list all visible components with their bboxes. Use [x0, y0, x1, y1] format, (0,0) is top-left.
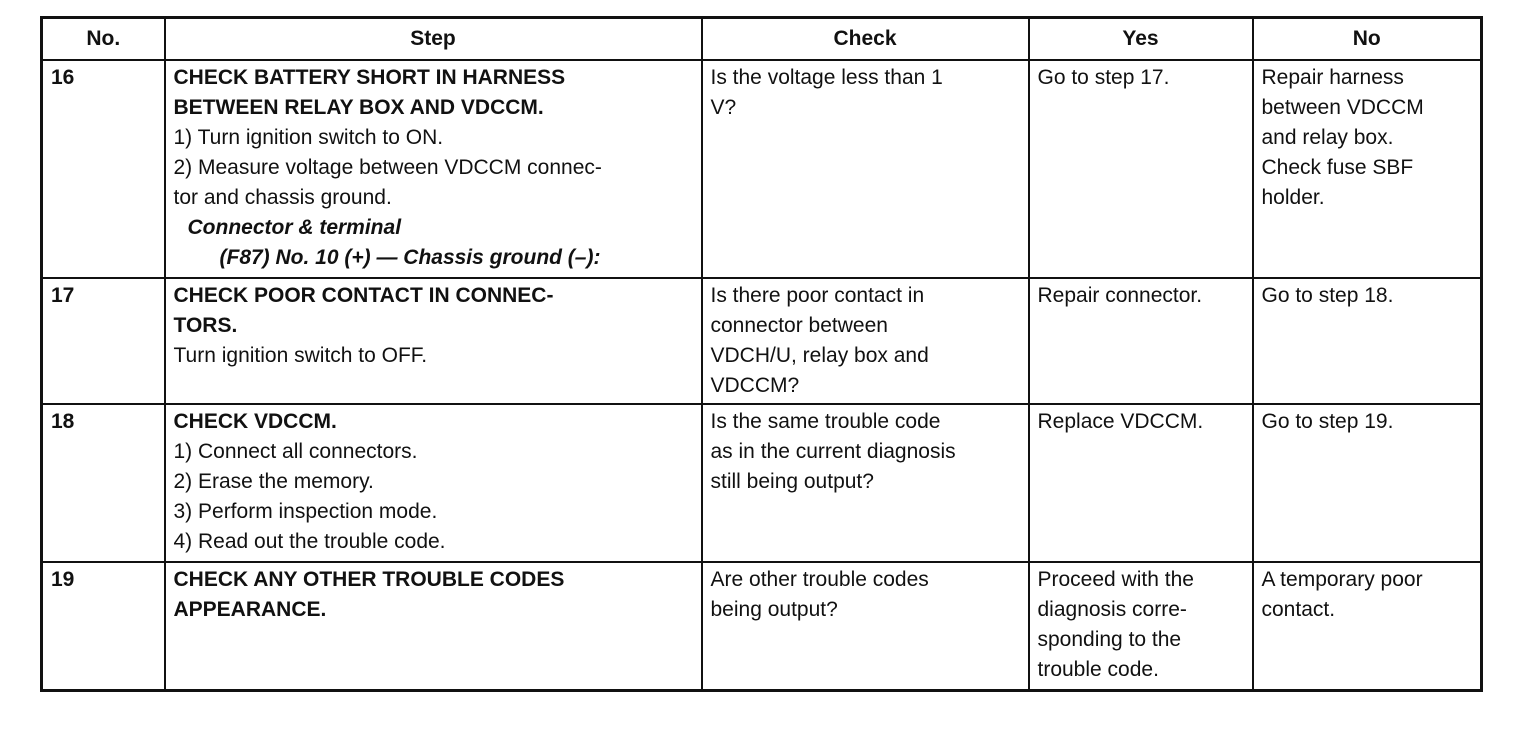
step-number: 19 — [42, 562, 165, 691]
check-line: Is the same trouble code — [710, 410, 941, 433]
yes-line: Proceed with the — [1037, 568, 1194, 591]
step-cell — [165, 278, 702, 404]
header-no: No. — [42, 18, 165, 61]
step-title-line: CHECK BATTERY SHORT IN HARNESS — [173, 66, 566, 89]
no-cell — [1253, 404, 1482, 562]
connector-value: (F87) No. 10 (+) — Chassis ground (–): — [219, 246, 601, 269]
yes-cell — [1029, 404, 1253, 562]
check-cell — [702, 404, 1029, 562]
header-no-result: No — [1253, 18, 1482, 61]
table-header — [42, 18, 1482, 61]
table-body — [42, 60, 1482, 691]
check-line: Are other trouble codes — [710, 568, 929, 591]
header-step: Step — [165, 18, 702, 61]
step-number: 18 — [42, 404, 165, 562]
step-instruction: 1) Connect all connectors. — [173, 440, 418, 463]
yes-cell — [1029, 562, 1253, 691]
check-line: Is the voltage less than 1 — [710, 66, 943, 89]
step-cell — [165, 562, 702, 691]
step-instruction: tor and chassis ground. — [173, 186, 392, 209]
step-number: 16 — [42, 60, 165, 278]
step-title-line: BETWEEN RELAY BOX AND VDCCM. — [173, 96, 544, 119]
header-check: Check — [702, 18, 1029, 61]
table-row — [42, 562, 1482, 691]
check-line: connector between — [710, 314, 888, 337]
no-line: Check fuse SBF — [1261, 156, 1414, 179]
step-title-line: CHECK ANY OTHER TROUBLE CODES — [173, 568, 565, 591]
no-line: between VDCCM — [1261, 96, 1424, 119]
yes-line: sponding to the — [1037, 628, 1182, 651]
no-cell — [1253, 60, 1482, 278]
step-cell — [165, 60, 702, 278]
step-instruction: 4) Read out the trouble code. — [173, 530, 446, 553]
step-title-line: APPEARANCE. — [173, 598, 327, 621]
header-yes: Yes — [1029, 18, 1253, 61]
table-row — [42, 278, 1482, 404]
step-instruction: Turn ignition switch to OFF. — [173, 344, 428, 367]
step-title-line: CHECK VDCCM. — [173, 410, 337, 433]
no-cell — [1253, 278, 1482, 404]
yes-line: diagnosis corre- — [1037, 598, 1187, 621]
step-instruction: 3) Perform inspection mode. — [173, 500, 438, 523]
diagnostic-table — [40, 16, 1483, 692]
step-instruction: 1) Turn ignition switch to ON. — [173, 126, 444, 149]
step-number: 17 — [42, 278, 165, 404]
yes-line: Go to step 17. — [1037, 66, 1170, 89]
yes-line: trouble code. — [1037, 658, 1159, 681]
step-instruction: 2) Erase the memory. — [173, 470, 374, 493]
no-line: and relay box. — [1261, 126, 1394, 149]
check-line: VDCCM? — [710, 374, 800, 397]
no-line: holder. — [1261, 186, 1325, 209]
table-row — [42, 60, 1482, 278]
check-line: being output? — [710, 598, 838, 621]
check-line: V? — [710, 96, 737, 119]
check-line: as in the current diagnosis — [710, 440, 956, 463]
no-line: contact. — [1261, 598, 1336, 621]
yes-cell — [1029, 60, 1253, 278]
yes-line: Replace VDCCM. — [1037, 410, 1204, 433]
yes-cell — [1029, 278, 1253, 404]
check-cell — [702, 278, 1029, 404]
step-title-line: TORS. — [173, 314, 238, 337]
no-line: Go to step 19. — [1261, 410, 1394, 433]
yes-line: Repair connector. — [1037, 284, 1203, 307]
check-line: VDCH/U, relay box and — [710, 344, 929, 367]
check-cell — [702, 60, 1029, 278]
step-title-line: CHECK POOR CONTACT IN CONNEC- — [173, 284, 554, 307]
no-line: Repair harness — [1261, 66, 1404, 89]
no-cell — [1253, 562, 1482, 691]
step-cell — [165, 404, 702, 562]
step-instruction: 2) Measure voltage between VDCCM connec- — [173, 156, 602, 179]
connector-label: Connector & terminal — [187, 216, 402, 239]
header-row — [42, 18, 1482, 61]
no-line: Go to step 18. — [1261, 284, 1394, 307]
table-row — [42, 404, 1482, 562]
check-line: still being output? — [710, 470, 874, 493]
check-line: Is there poor contact in — [710, 284, 925, 307]
check-cell — [702, 562, 1029, 691]
no-line: A temporary poor — [1261, 568, 1423, 591]
